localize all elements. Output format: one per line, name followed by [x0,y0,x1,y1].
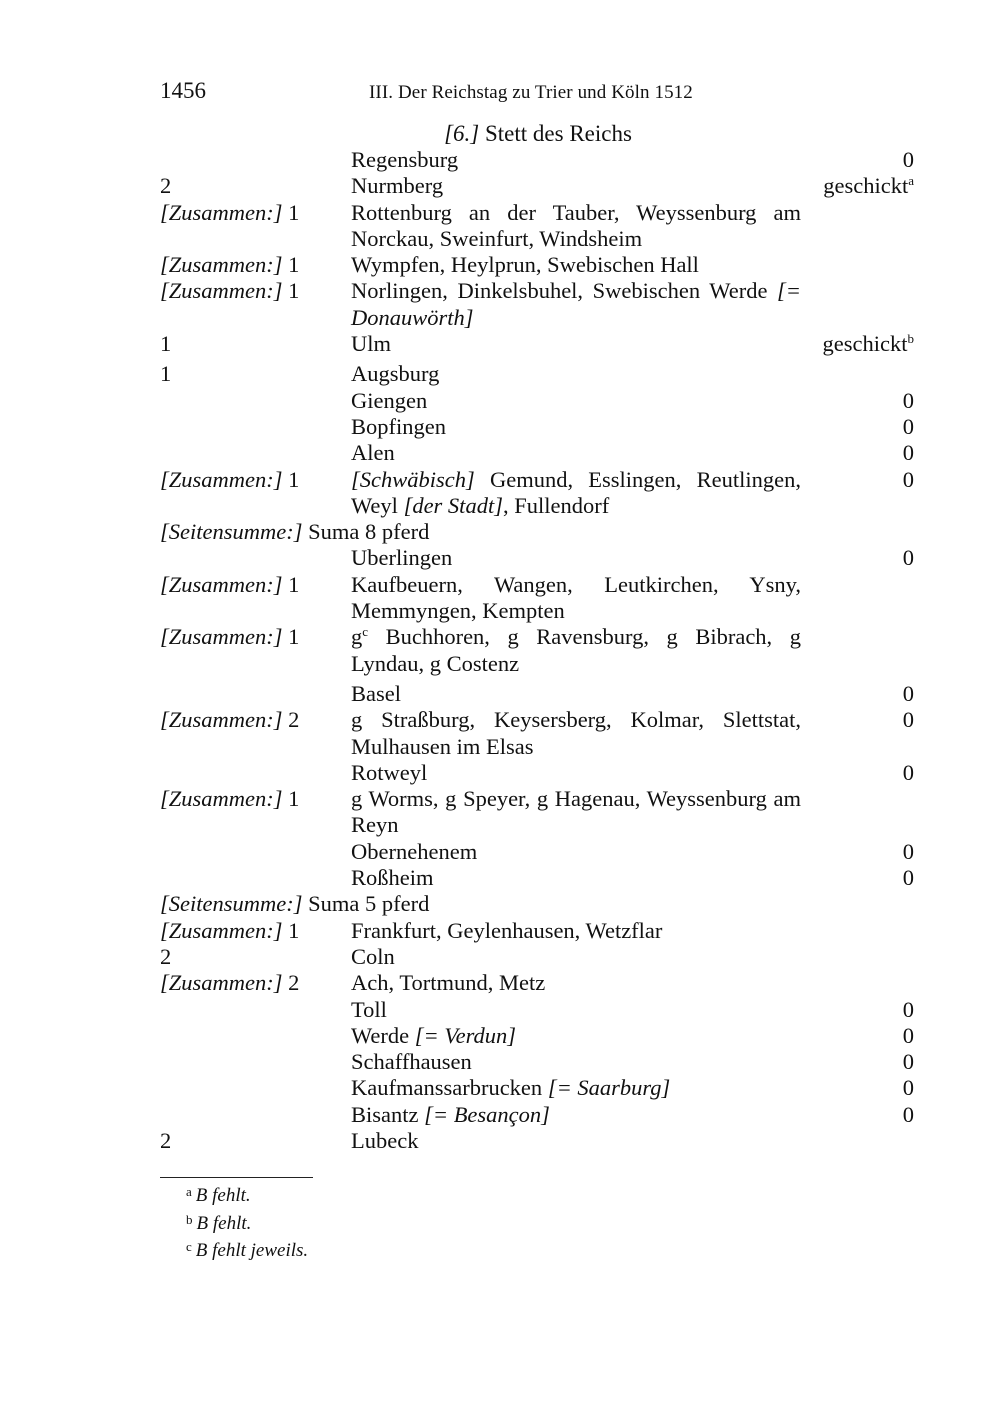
city-row [160,388,916,414]
status-cell: 0 [902,1049,914,1075]
footnote-text: B fehlt. [195,1185,251,1206]
status-cell: 0 [902,387,914,413]
entry-text: g Straßburg, Keysersberg, Kolmar, Slettstat, Mulhausen im Elsas [351,707,801,759]
entry-text: Norlingen, Dinkelsbuhel, Swebischen Werde [351,278,778,304]
cities-cell [351,707,801,760]
entry-text: Bisantz [351,1101,425,1127]
footnote-text: B fehlt jeweils. [195,1240,309,1261]
entry-text: g Worms, g Speyer, g Hagenau, Weyssenburg am Reyn [351,786,801,838]
entry-text: Rottenburg an der Tauber, Weyssenburg am Norckau, Sweinfurt, Windsheim [351,199,801,251]
subtotal-row [160,519,916,545]
footnote-divider [160,1177,313,1178]
footnote-mark: b [186,1211,193,1227]
cities-cell [351,331,801,357]
cities-cell [351,388,801,414]
city-row [160,361,916,387]
entry-text: Bopfingen [351,413,446,439]
entry-text: Uberlingen [351,545,453,571]
entry-text: [= Besançon] [424,1101,550,1127]
city-row [160,786,916,839]
city-row [160,1128,916,1154]
status-cell: 0 [902,838,914,864]
entry-text: Regensburg [351,147,459,172]
status-cell: 0 [902,680,914,706]
entry-text: [Schwäbisch] [351,466,475,492]
cities-cell [351,361,801,387]
subtotal-text [160,519,916,545]
count-cell: 1 [160,331,172,357]
city-row [160,865,916,891]
entry-text: [= Verdun] [414,1022,517,1048]
footnote [186,1235,308,1263]
status-cell: 0 [902,545,914,571]
entry-text: Wympfen, Heylprun, Swebischen Hall [351,252,699,278]
entry-text: Kaufmanssarbrucken [351,1075,548,1101]
entry-text: Suma 5 pferd [302,891,430,917]
cities-cell [351,545,801,571]
count-cell: [Zusammen:] 1 [160,252,300,278]
entry-text: Gemund, Esslingen, Reutlingen, Weyl [351,466,801,518]
cities-cell [351,760,801,786]
entry-text: Frankfurt, Geylenhausen, Wetzflar [351,917,663,943]
entry-text: Toll [351,996,387,1022]
entry-text: Kaufbeuern, Wangen, Leutkirchen, Ysny, Memmyngen, Kempten [351,571,801,624]
count-cell: 2 [160,943,172,969]
city-row [160,839,916,865]
cities-cell [351,252,801,278]
entry-text: Suma 8 pferd [302,519,430,545]
count-cell: 2 [160,1127,172,1153]
status-cell: geschickt$^b$ [822,331,914,357]
cities-cell [351,918,801,944]
footnote-marker: c [362,624,369,640]
status-cell: 0 [902,1022,914,1048]
cities-cell [351,147,801,173]
city-row [160,545,916,571]
count-cell: [Zusammen:] 1 [160,917,300,943]
city-row [160,918,916,944]
status-cell: 0 [902,147,914,172]
entry-text: [der Stadt] [403,492,503,518]
cities-cell [351,414,801,440]
city-row [160,572,916,625]
entry-text: Nurmberg [351,173,444,199]
section-title [160,121,916,147]
entry-text: Obernehenem [351,838,478,864]
footnotes [186,1180,308,1263]
city-row [160,173,916,199]
page-header [160,76,916,110]
city-row [160,760,916,786]
entry-text: Ach, Tortmund, Metz [351,970,546,996]
count-cell: [Zusammen:] 1 [160,571,300,597]
status-cell: 0 [902,466,914,492]
city-row [160,278,916,331]
entry-text: Lubeck [351,1127,419,1153]
status-cell: 0 [902,865,914,891]
entry-text: Alen [351,440,395,466]
city-row [160,414,916,440]
entry-text: Augsburg [351,361,440,387]
city-row [160,944,916,970]
count-cell: [Zusammen:] 1 [160,199,300,225]
city-row [160,707,916,760]
city-row [160,147,916,173]
count-cell: [Zusammen:] 1 [160,786,300,812]
count-cell: [Zusammen:] 1 [160,278,300,304]
cities-cell [351,1102,801,1128]
status-cell: 0 [902,996,914,1022]
cities-cell [351,944,801,970]
section-number: [6.] [444,121,480,146]
city-row [160,331,916,357]
running-head: III. Der Reichstag zu Trier und Köln 1512 [369,82,693,103]
cities-cell [351,572,801,625]
cities-cell [351,173,801,199]
footnote-text: B fehlt. [196,1212,252,1234]
cities-cell [351,1049,801,1075]
page-number: 1456 [160,78,206,103]
count-cell: [Zusammen:] 1 [160,466,300,492]
cities-cell [351,200,801,253]
footnote [186,1208,308,1236]
count-cell: 1 [160,361,172,387]
count-cell: [Zusammen:] 1 [160,624,300,650]
entry-text: , Fullendorf [502,492,610,518]
entry-text: Rotweyl [351,759,428,785]
entry-text: [= Saarburg] [547,1075,671,1101]
city-row [160,1102,916,1128]
status-cell: 0 [902,440,914,466]
subtotal-row [160,891,916,917]
city-row [160,200,916,253]
status-cell: geschickt$^a$ [823,173,914,199]
status-cell: 0 [902,1101,914,1127]
footnote-mark: a [186,1184,192,1199]
footnote [186,1180,308,1208]
cities-cell [351,786,801,839]
city-row [160,440,916,466]
entry-text: Coln [351,943,395,969]
subtotal-text [160,891,916,917]
footnote-marker: b [907,331,914,347]
cities-cell [351,681,801,707]
city-row [160,681,916,707]
status-cell: 0 [902,707,914,733]
city-row [160,624,916,677]
entry-text: Buchhoren, g Ravensburg, g Bibrach, g Lyndau, g Costenz [351,624,801,676]
entry-text: Schaffhausen [351,1049,472,1075]
entry-text: g [351,624,363,650]
cities-cell [351,440,801,466]
city-row [160,1075,916,1101]
cities-cell [351,278,801,331]
city-row [160,252,916,278]
status-cell: 0 [902,1075,914,1101]
cities-cell [351,624,801,677]
count-cell: [Zusammen:] 2 [160,970,300,996]
city-row [160,1023,916,1049]
cities-cell [351,1023,801,1049]
cities-cell [351,1075,801,1101]
entry-text: [= Donauwörth] [351,278,801,330]
footnote-marker: a [908,173,914,189]
cities-cell [351,865,801,891]
cities-cell [351,997,801,1023]
entry-text: [Seitensumme:] [160,891,303,917]
entry-text: [Seitensumme:] [160,519,303,545]
city-row [160,467,916,520]
cities-cell [351,970,801,996]
cities-cell [351,839,801,865]
cities-cell [351,1128,801,1154]
cities-list [160,147,916,1154]
entry-text: Giengen [351,387,428,413]
city-row [160,970,916,996]
city-row [160,1049,916,1075]
count-cell: [Zusammen:] 2 [160,707,300,733]
count-cell: 2 [160,173,172,199]
cities-cell [351,467,801,520]
entry-text: Werde [351,1022,415,1048]
status-cell: 0 [902,759,914,785]
city-row [160,997,916,1023]
status-cell: 0 [902,413,914,439]
entry-text: Ulm [351,331,392,357]
entry-text: Basel [351,680,401,706]
footnote-mark: c [186,1239,192,1254]
section-title-text: Stett des Reichs [484,121,632,146]
entry-text: Roßheim [351,865,434,891]
